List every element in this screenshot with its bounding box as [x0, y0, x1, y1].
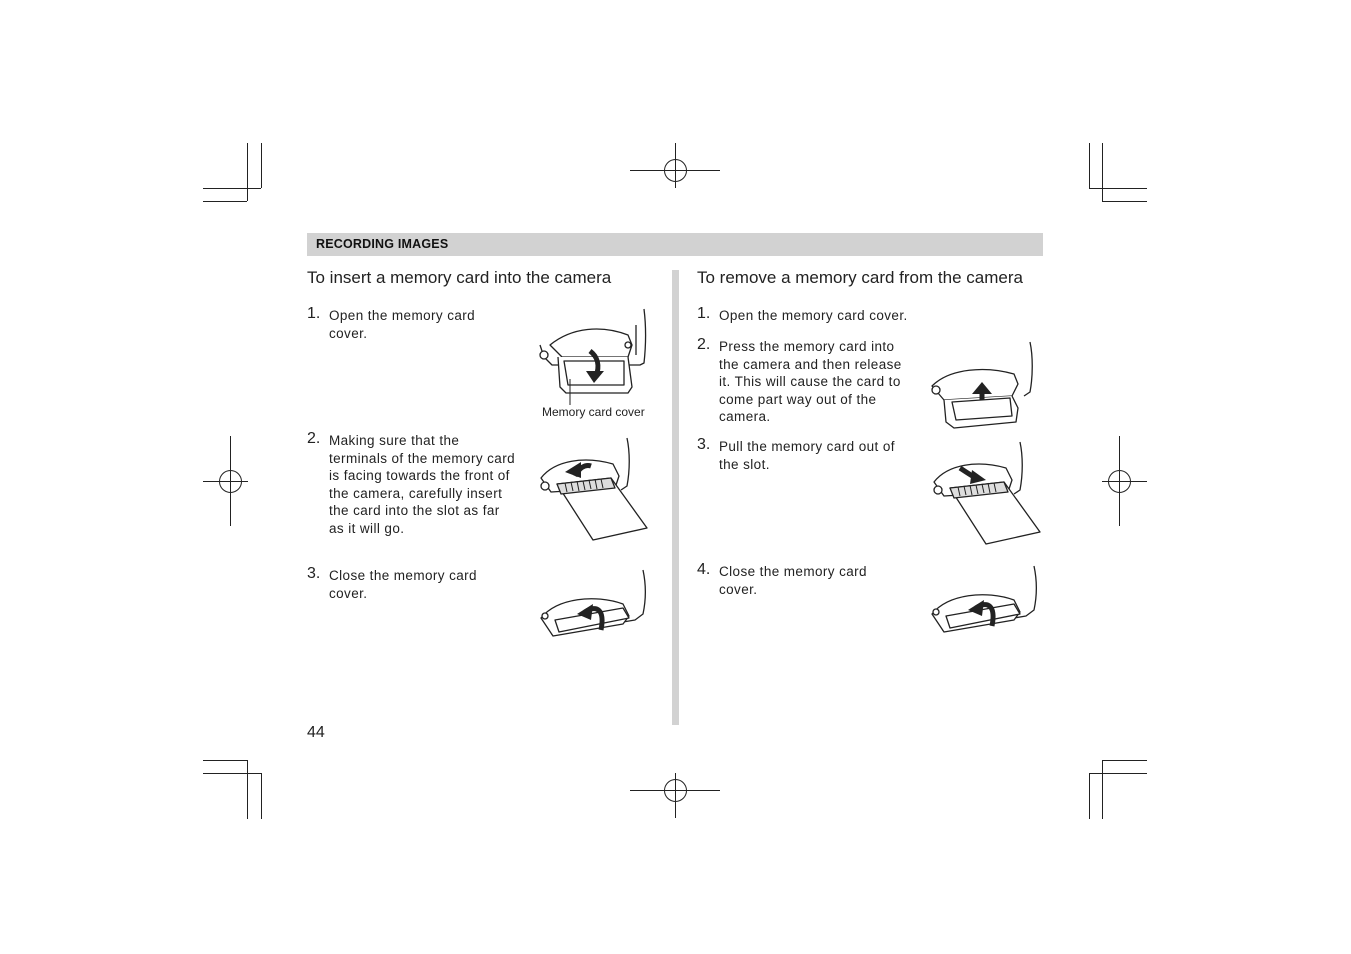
- close-cover-illustration-right: [928, 564, 1040, 640]
- step-text: Close the memory card cover.: [329, 568, 477, 601]
- step-text: Open the memory card cover.: [329, 308, 476, 341]
- section-header-bar: [307, 233, 1043, 256]
- right-column-title: To remove a memory card from the camera: [697, 268, 1023, 287]
- memory-card-cover-caption: Memory card cover: [542, 405, 645, 419]
- page-number: 44: [307, 724, 325, 741]
- left-column-title: To insert a memory card into the camera: [307, 268, 612, 287]
- step-text: Press the memory card into the camera and then release it. This will cause the card to come part way out of the camera.: [719, 339, 902, 424]
- open-cover-illustration: [532, 305, 650, 405]
- pull-card-illustration: [928, 438, 1044, 548]
- press-card-illustration: [926, 338, 1038, 432]
- step-number: 2.: [307, 430, 321, 447]
- step-number: 1.: [307, 305, 321, 322]
- step-number: 4.: [697, 561, 711, 578]
- close-cover-illustration: [537, 568, 649, 644]
- step-text: Close the memory card cover.: [719, 564, 867, 597]
- column-divider: [672, 270, 679, 725]
- insert-card-illustration: [535, 434, 651, 544]
- step-number: 3.: [307, 565, 321, 582]
- step-text: Open the memory card cover.: [719, 308, 908, 323]
- step-number: 2.: [697, 336, 711, 353]
- section-header: RECORDING IMAGES: [316, 237, 449, 251]
- step-text: Making sure that the terminals of the memory card is facing towards the front of the camera, carefully insert the card into the slot as far as it will go.: [329, 433, 516, 536]
- step-text: Pull the memory card out of the slot.: [719, 439, 895, 472]
- step-number: 3.: [697, 436, 711, 453]
- step-number: 1.: [697, 305, 711, 322]
